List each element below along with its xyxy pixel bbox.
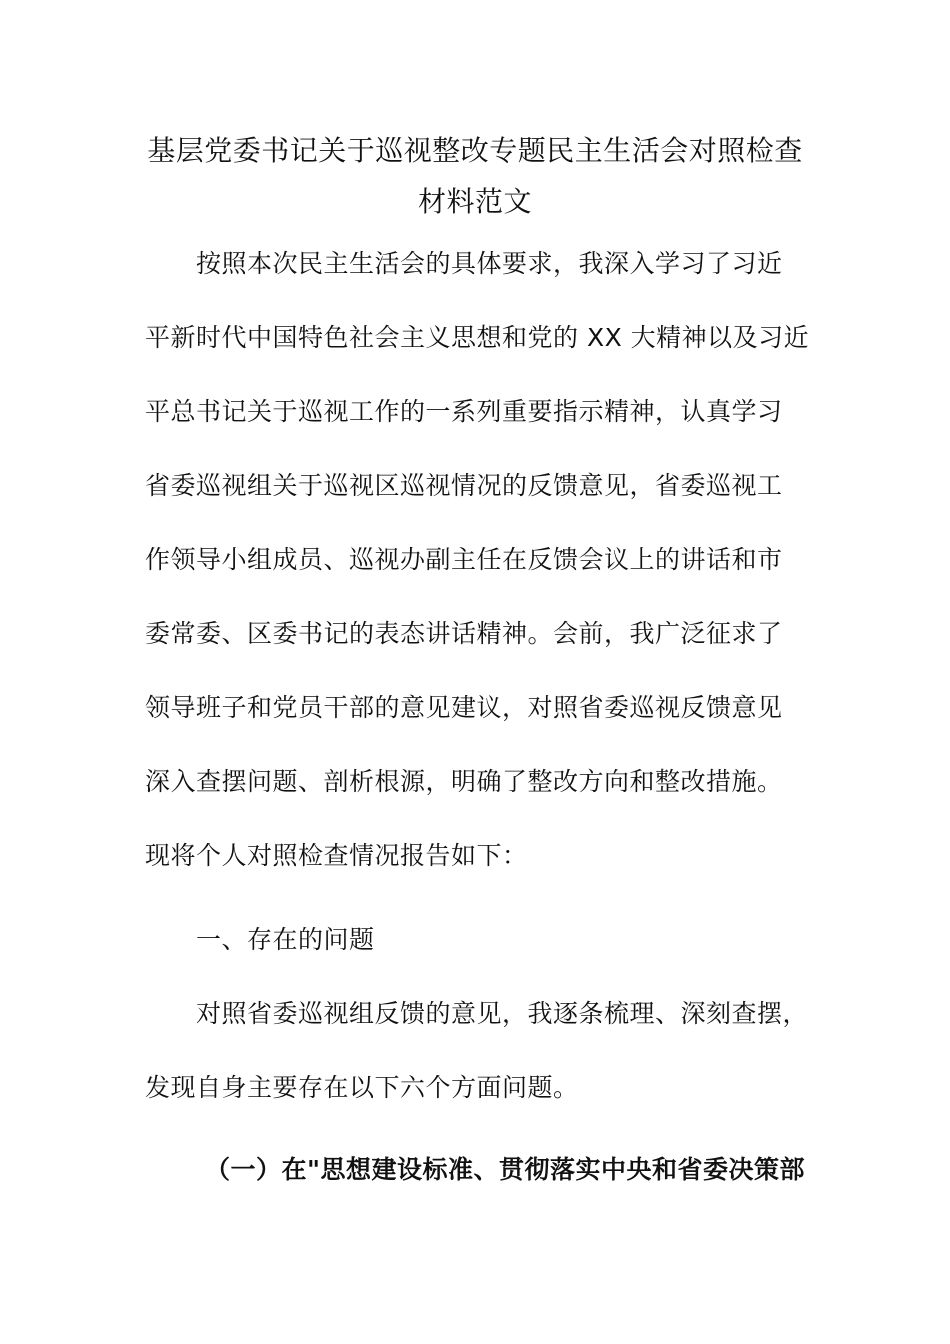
body-line-11: 发现自身主要存在以下六个方面问题。 xyxy=(145,1073,579,1102)
body-line-8: 深入查摆问题、剖析根源，明确了整改方向和整改措施。 xyxy=(145,767,783,796)
body-line-2: 平新时代中国特色社会主义思想和党的 XX 大精神以及习近 xyxy=(145,323,810,352)
document-title-line-1: 基层党委书记关于巡视整改专题民主生活会对照检查 xyxy=(147,134,803,167)
subsection-heading-1: （一）在"思想建设标准、贯彻落实中央和省委决策部 xyxy=(205,1155,806,1184)
body-line-10: 对照省委巡视组反馈的意见，我逐条梳理、深刻查摆， xyxy=(196,999,809,1028)
document-title-line-2: 材料范文 xyxy=(417,185,532,218)
body-line-6: 委常委、区委书记的表态讲话精神。会前，我广泛征求了 xyxy=(145,619,783,648)
body-line-7: 领导班子和党员干部的意见建议，对照省委巡视反馈意见 xyxy=(145,693,783,722)
section-heading-1: 一、存在的问题 xyxy=(196,925,375,954)
body-line-1: 按照本次民主生活会的具体要求，我深入学习了习近 xyxy=(196,249,783,278)
body-line-9: 现将个人对照检查情况报告如下： xyxy=(145,841,528,870)
body-line-4: 省委巡视组关于巡视区巡视情况的反馈意见，省委巡视工 xyxy=(145,471,783,500)
body-line-5: 作领导小组成员、巡视办副主任在反馈会议上的讲话和市 xyxy=(145,545,783,574)
body-line-3: 平总书记关于巡视工作的一系列重要指示精神，认真学习 xyxy=(145,397,783,426)
